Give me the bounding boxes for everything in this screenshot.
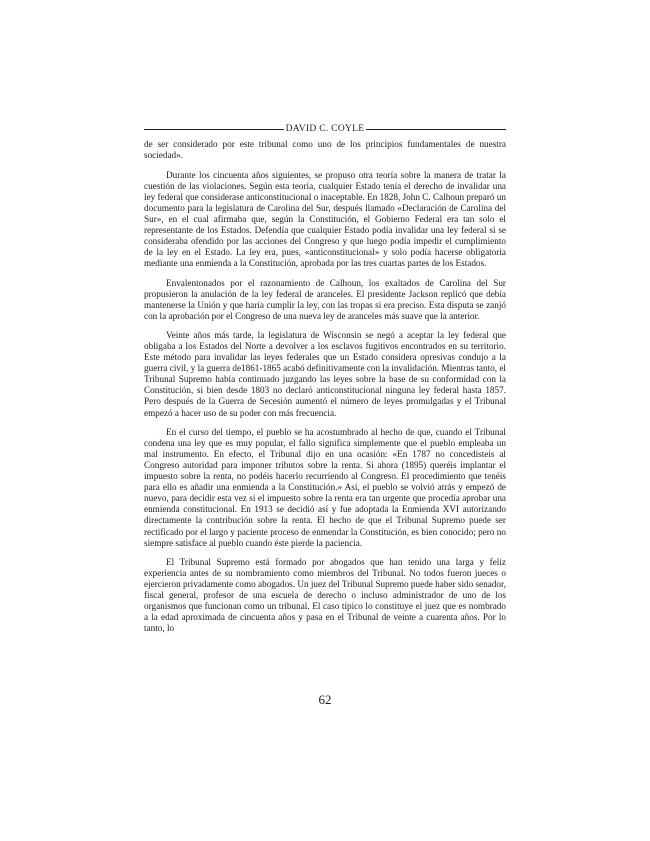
page-number: 62	[318, 692, 332, 707]
paragraph-continuation: de ser considerado por este tribunal como uno de los principios fundamentales de nuestra sociedad».	[144, 139, 506, 161]
paragraph: En el curso del tiempo, el pueblo se ha acostumbrado al hecho de que, cuando el Tribunal condena una ley que es muy popular, el fallo significa simplemente que el pueblo empleaba un mal instrumento. En efecto, el Tribunal dijo en una ocasión: «En 1787 no concedisteis al Congreso autoridad para imponer tributos sobre la renta. Si ahora (1895) queréis implantar el impuesto sobre la renta, no podéis hacerlo recurriendo al Congreso. El procedimiento que tenéis para ello es añadir una enmienda a la Constitución.» Así, el pueblo se volvió atrás y empezó de nuevo, para decidir esta vez si el impuesto sobre la renta era tan urgente que procedía aprobar una enmienda constitucional. En 1913 se decidió así y fue adoptada la Enmienda XVI autorizando directamente la contribución sobre la renta. El hecho de que el Tribunal Supremo puede ser rectificado por el largo y paciente proceso de enmendar la Constitución, es bien conocido; pero no siempre satisface al pueblo cuando éste pierde la paciencia.	[144, 427, 506, 548]
body-text	[144, 139, 506, 643]
paragraph: El Tribunal Supremo está formado por abogados que han tenido una larga y feliz experiencia antes de su nombramiento como miembros del Tribunal. No todos fueron jueces o ejercieron privadamente como abogados. Un juez del Tribunal Supremo puede haber sido senador, fiscal general, profesor de una escuela de derecho o incluso administrador de uno de los organismos que funcionan como un tribunal. El caso típico lo constituye el juez que es nombrado a la edad aproximada de cincuenta años y pasa en el Tribunal de veinte a cuarenta años. Por lo tanto, lo	[144, 557, 506, 634]
paragraph: Veinte años más tarde, la legislatura de Wisconsin se negó a aceptar la ley federal que obligaba a los Estados del Norte a devolver a los esclavos fugitivos encontrados en su territorio. Este método para invalidar las leyes federales que un Estado considera opresivas condujo a la guerra civil, y la guerra de1861-1865 acabó definitivamente con la invalidación. Mientras tanto, el Tribunal Supremo había continuado juzgando las leyes sobre la base de su conformidad con la Constitución, si bien desde 1803 no declaró anticonstitucional ninguna ley federal hasta 1857. Pero después de la Guerra de Secesión aumentó el número de leyes promulgadas y el Tribunal empezó a hacer uso de su poder con más frecuencia.	[144, 330, 506, 418]
paragraph: Durante los cincuenta años siguientes, se propuso otra teoría sobre la manera de tratar la cuestión de las violaciones. Según esta teoría, cualquier Estado tenía el derecho de invalidar una ley federal que considerase anticonstitucional o inaceptable. En 1828, John C. Calhoun preparó un documento para la legislatura de Carolina del Sur, después llamado «Declaración de Carolina del Sur», en el cual afirmaba que, según la Constitución, el Gobierno Federal era tan solo el representante de los Estados. Defendía que cualquier Estado podía invalidar una ley federal si se consideraba ofendido por las acciones del Congreso y que luego podía impedir el cumplimiento de la ley en el Estado. La ley era, pues, «anticonstitucional» y solo podía hacerse obligatoria mediante una enmienda a la Constitución, aprobada por las tres cuartas partes de los Estados.	[144, 169, 506, 268]
running-header	[144, 122, 506, 136]
header-rule-right	[366, 129, 506, 130]
running-title: DAVID C. COYLE	[285, 124, 365, 134]
book-page	[144, 0, 506, 841]
header-rule-left	[144, 129, 284, 130]
paragraph: Envalentonados por el razonamiento de Calhoun, los exaltados de Carolina del Sur propusieron la anulación de la ley federal de aranceles. El presidente Jackson replicó que debía mantenerse la Unión y que haría cumplir la ley, con las tropas si era preciso. Esta disputa se zanjó con la aprobación por el Congreso de una nueva ley de aranceles más suave que la anterior.	[144, 277, 506, 321]
